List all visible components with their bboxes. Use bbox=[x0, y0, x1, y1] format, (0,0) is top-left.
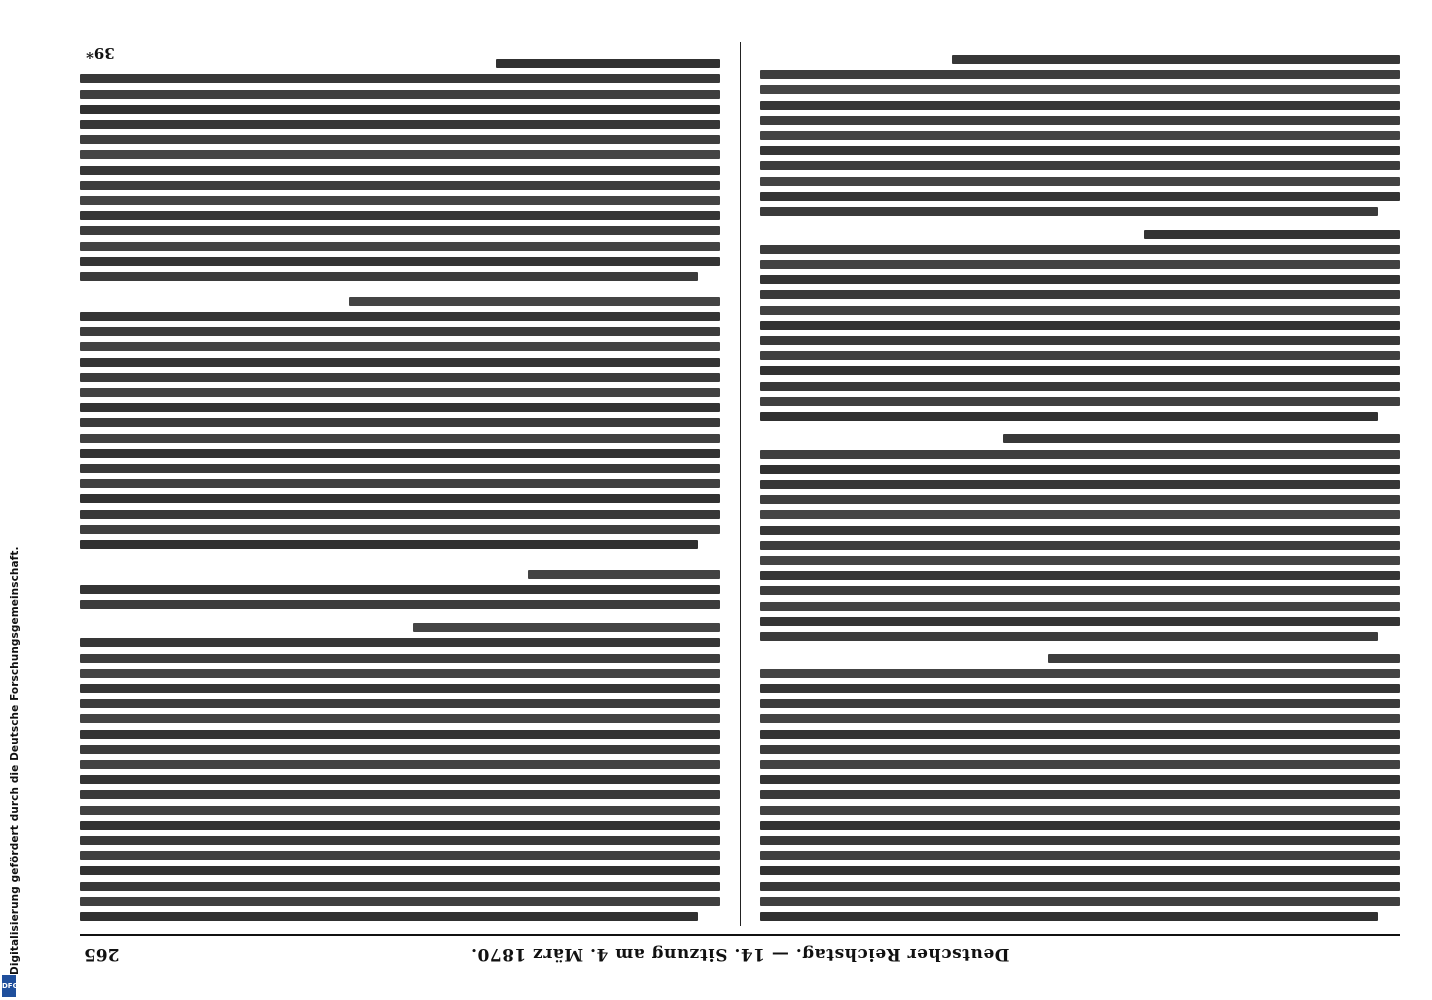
illegible-text-line bbox=[80, 760, 720, 769]
illegible-text-line bbox=[80, 105, 720, 114]
illegible-text-line bbox=[760, 882, 1400, 891]
illegible-text-line bbox=[80, 312, 720, 321]
illegible-text-block bbox=[80, 566, 720, 612]
illegible-text-line bbox=[760, 790, 1400, 799]
running-header-title: Deutscher Reichstag. — 14. Sitzung am 4. März 1870. bbox=[470, 944, 1010, 964]
illegible-text-line bbox=[80, 449, 720, 458]
page-number: 265 bbox=[84, 944, 120, 964]
illegible-text-line bbox=[760, 275, 1400, 284]
illegible-text-line bbox=[760, 306, 1400, 315]
illegible-text-line bbox=[80, 775, 720, 784]
illegible-text-line bbox=[760, 699, 1400, 708]
illegible-text-line bbox=[80, 494, 720, 503]
illegible-text-line bbox=[80, 226, 720, 235]
illegible-text-line bbox=[760, 382, 1400, 391]
dfg-logo-icon: DFG bbox=[2, 975, 16, 997]
illegible-text-line bbox=[760, 412, 1378, 421]
illegible-text-line bbox=[760, 290, 1400, 299]
illegible-text-line bbox=[80, 135, 720, 144]
illegible-text-block bbox=[760, 650, 1400, 924]
illegible-text-line bbox=[80, 836, 720, 845]
illegible-text-line bbox=[528, 570, 720, 579]
illegible-text-line bbox=[80, 150, 720, 159]
scanned-page bbox=[80, 30, 1400, 970]
illegible-text-line bbox=[80, 510, 720, 519]
illegible-text-line bbox=[760, 397, 1400, 406]
illegible-text-line bbox=[760, 465, 1400, 474]
illegible-text-line bbox=[760, 131, 1400, 140]
illegible-text-line bbox=[80, 821, 720, 830]
illegible-text-line bbox=[760, 745, 1400, 754]
illegible-text-block bbox=[760, 226, 1400, 424]
illegible-text-line bbox=[80, 434, 720, 443]
illegible-text-line bbox=[1144, 230, 1400, 239]
illegible-text-line bbox=[760, 495, 1400, 504]
illegible-text-line bbox=[80, 600, 720, 609]
illegible-text-line bbox=[80, 257, 720, 266]
illegible-text-line bbox=[760, 161, 1400, 170]
illegible-text-line bbox=[349, 297, 720, 306]
signature-mark: 39* bbox=[86, 44, 115, 62]
illegible-text-line bbox=[760, 556, 1400, 565]
illegible-text-line bbox=[80, 196, 720, 205]
illegible-text-line bbox=[760, 714, 1400, 723]
illegible-text-line bbox=[760, 321, 1400, 330]
illegible-text-line bbox=[80, 181, 720, 190]
digitization-credit bbox=[0, 0, 21, 1000]
illegible-text-line bbox=[760, 116, 1400, 125]
illegible-text-line bbox=[80, 166, 720, 175]
illegible-text-line bbox=[80, 806, 720, 815]
illegible-text-line bbox=[760, 836, 1400, 845]
illegible-text-line bbox=[760, 450, 1400, 459]
illegible-text-line bbox=[760, 806, 1400, 815]
illegible-text-line bbox=[80, 866, 720, 875]
illegible-text-line bbox=[80, 851, 720, 860]
illegible-text-line bbox=[760, 866, 1400, 875]
illegible-text-line bbox=[760, 366, 1400, 375]
illegible-text-line bbox=[760, 245, 1400, 254]
illegible-text-line bbox=[80, 699, 720, 708]
illegible-text-line bbox=[80, 669, 720, 678]
illegible-text-line bbox=[80, 418, 720, 427]
illegible-text-line bbox=[760, 632, 1378, 641]
illegible-text-block bbox=[80, 294, 720, 552]
illegible-text-line bbox=[80, 90, 720, 99]
illegible-text-line bbox=[760, 526, 1400, 535]
illegible-text-line bbox=[80, 730, 720, 739]
illegible-text-line bbox=[760, 177, 1400, 186]
illegible-text-line bbox=[760, 510, 1400, 519]
illegible-text-line bbox=[760, 602, 1400, 611]
illegible-text-line bbox=[496, 59, 720, 68]
illegible-text-line bbox=[760, 897, 1400, 906]
illegible-text-line bbox=[760, 912, 1378, 921]
illegible-text-line bbox=[80, 912, 698, 921]
illegible-text-line bbox=[80, 790, 720, 799]
illegible-text-line bbox=[760, 260, 1400, 269]
illegible-text-line bbox=[80, 882, 720, 891]
illegible-text-line bbox=[760, 336, 1400, 345]
illegible-text-line bbox=[760, 571, 1400, 580]
illegible-text-line bbox=[952, 55, 1400, 64]
illegible-text-line bbox=[80, 211, 720, 220]
illegible-text-line bbox=[760, 775, 1400, 784]
illegible-text-line bbox=[80, 585, 720, 594]
illegible-text-line bbox=[760, 70, 1400, 79]
text-column-right bbox=[80, 44, 720, 924]
illegible-text-line bbox=[760, 684, 1400, 693]
column-rule bbox=[740, 42, 741, 926]
illegible-text-line bbox=[760, 541, 1400, 550]
illegible-text-line bbox=[80, 358, 720, 367]
illegible-text-line bbox=[80, 272, 698, 281]
illegible-text-line bbox=[80, 479, 720, 488]
illegible-text-line bbox=[760, 85, 1400, 94]
illegible-text-line bbox=[760, 207, 1378, 216]
running-header bbox=[80, 934, 1400, 970]
illegible-text-line bbox=[80, 638, 720, 647]
illegible-text-line bbox=[80, 373, 720, 382]
illegible-text-line bbox=[1048, 654, 1400, 663]
text-column-left bbox=[760, 44, 1400, 924]
illegible-text-line bbox=[760, 101, 1400, 110]
illegible-text-line bbox=[760, 586, 1400, 595]
illegible-text-line bbox=[760, 192, 1400, 201]
illegible-text-line bbox=[760, 146, 1400, 155]
illegible-text-line bbox=[80, 525, 720, 534]
illegible-text-line bbox=[760, 669, 1400, 678]
illegible-text-line bbox=[80, 654, 720, 663]
illegible-text-line bbox=[760, 730, 1400, 739]
illegible-text-line bbox=[760, 851, 1400, 860]
illegible-text-line bbox=[80, 540, 698, 549]
illegible-text-line bbox=[80, 327, 720, 336]
illegible-text-block bbox=[760, 431, 1400, 644]
illegible-text-line bbox=[80, 342, 720, 351]
illegible-text-line bbox=[80, 745, 720, 754]
illegible-text-block bbox=[760, 52, 1400, 219]
illegible-text-line bbox=[80, 714, 720, 723]
illegible-text-line bbox=[760, 821, 1400, 830]
illegible-text-block bbox=[80, 620, 720, 924]
illegible-text-line bbox=[80, 242, 720, 251]
illegible-text-line bbox=[80, 120, 720, 129]
illegible-text-line bbox=[80, 74, 720, 83]
illegible-text-block bbox=[80, 56, 720, 284]
illegible-text-line bbox=[760, 480, 1400, 489]
illegible-text-line bbox=[80, 464, 720, 473]
illegible-text-line bbox=[1003, 434, 1400, 443]
illegible-text-line bbox=[760, 351, 1400, 360]
credit-text: Digitalisierung gefördert durch die Deutsche Forschungsgemeinschaft. bbox=[9, 546, 21, 975]
illegible-text-line bbox=[80, 684, 720, 693]
illegible-text-line bbox=[413, 623, 720, 632]
illegible-text-line bbox=[80, 897, 720, 906]
illegible-text-line bbox=[760, 617, 1400, 626]
illegible-text-line bbox=[760, 760, 1400, 769]
illegible-text-line bbox=[80, 388, 720, 397]
illegible-text-line bbox=[80, 403, 720, 412]
